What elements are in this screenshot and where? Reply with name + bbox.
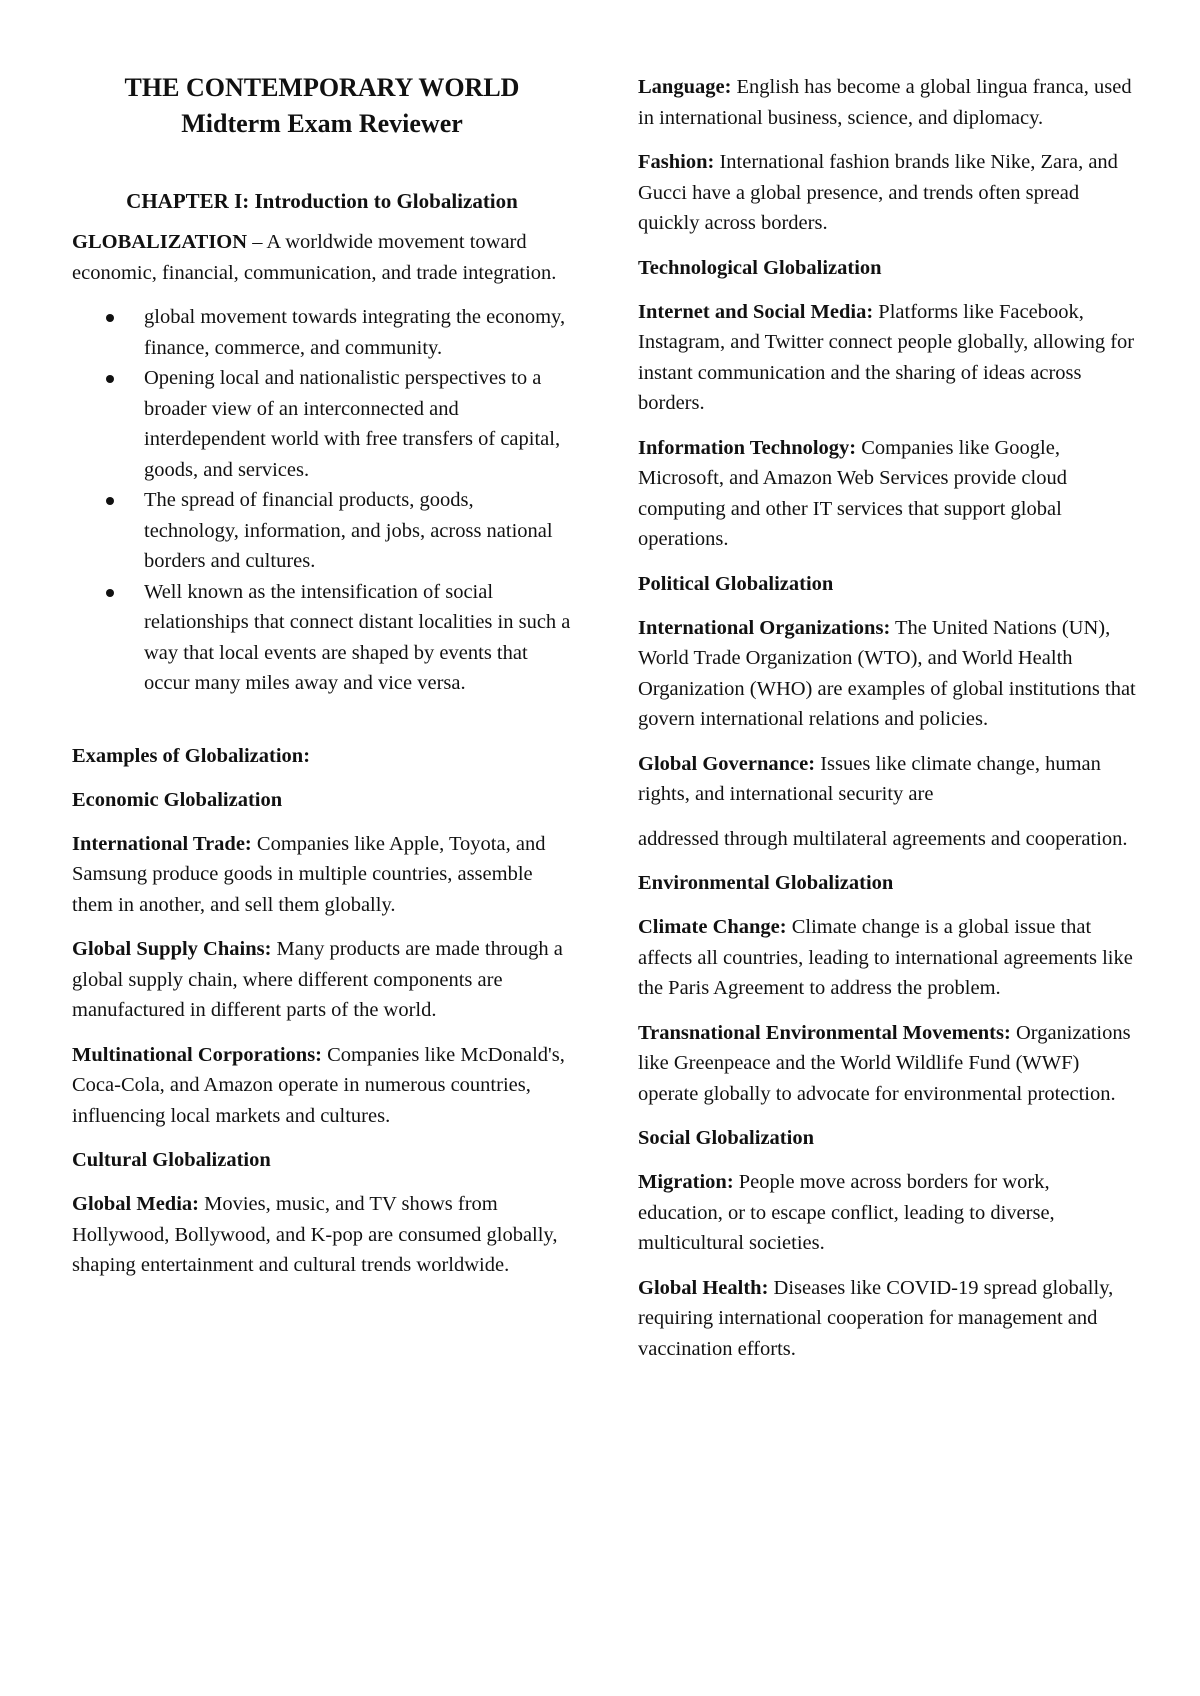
social-item: Global Health: Diseases like COVID-19 spread globally, requiring international cooperation for management and vaccination efforts. xyxy=(638,1276,1114,1360)
economic-item: Global Supply Chains: Many products are made through a global supply chain, where different components are manufactured in different parts of the world. xyxy=(72,938,563,1021)
definition-paragraph xyxy=(72,227,572,288)
political-heading: Political Globalization xyxy=(638,572,834,595)
examples-heading: Examples of Globalization: xyxy=(72,744,311,767)
definition-term: GLOBALIZATION xyxy=(72,231,248,253)
document-subtitle: Midterm Exam Reviewer xyxy=(181,109,463,138)
bullet-icon xyxy=(106,497,114,505)
definition-text: – A worldwide movement toward economic, financial, communication, and trade integration. xyxy=(72,231,557,284)
economic-item: International Trade: Companies like Apple, Toyota, and Samsung produce goods in multiple countries, assemble them in another, and sell them globally. xyxy=(72,832,546,916)
bullet-icon xyxy=(106,589,114,597)
cultural-item: Language: English has become a global lingua franca, used in international business, science, and diplomacy. xyxy=(638,76,1132,129)
bullet-item: global movement towards integrating the economy, finance, commerce, and community. xyxy=(144,302,572,363)
chapter-heading: CHAPTER I: Introduction to Globalization xyxy=(126,189,518,213)
economic-item: Multinational Corporations: Companies like McDonald's, Coca-Cola, and Amazon operate in numerous countries, influencing local markets and cultures. xyxy=(72,1043,565,1127)
economic-heading: Economic Globalization xyxy=(72,788,283,811)
social-item: Migration: People move across borders for work, education, or to escape conflict, leading to diverse, multicultural societies. xyxy=(638,1171,1055,1254)
political-item: International Organizations: The United Nations (UN), World Trade Organization (WTO), and World Health Organization (WHO) are examples of global institutions that govern international relations and policies. xyxy=(638,616,1136,730)
cultural-item: Global Media: Movies, music, and TV shows from Hollywood, Bollywood, and K-pop are consumed globally, shaping entertainment and cultural trends worldwide. xyxy=(72,1193,558,1276)
environmental-item: Climate Change: Climate change is a global issue that affects all countries, leading to international agreements like the Paris Agreement to address the problem. xyxy=(638,916,1133,999)
bullet-item: Well known as the intensification of social relationships that connect distant localities in such a way that local events are shaped by events that occur many miles away and vice versa. xyxy=(144,577,572,699)
environmental-heading: Environmental Globalization xyxy=(638,872,894,894)
bullet-icon xyxy=(106,375,114,383)
bullet-icon xyxy=(106,314,114,322)
political-item: Global Governance: Issues like climate change, human rights, and international security are xyxy=(638,752,1101,805)
technological-item: Information Technology: Companies like Google, Microsoft, and Amazon Web Services provide cloud computing and other IT services that support global operations. xyxy=(638,436,1067,550)
document-title: THE CONTEMPORARY WORLD xyxy=(124,73,520,102)
technological-item: Internet and Social Media: Platforms like Facebook, Instagram, and Twitter connect people globally, allowing for instant communication and the sharing of ideas across borders. xyxy=(638,300,1135,414)
bullet-item: The spread of financial products, goods, technology, information, and jobs, across national borders and cultures. xyxy=(144,485,572,577)
cultural-heading: Cultural Globalization xyxy=(72,1149,271,1171)
definition-bullet-list xyxy=(72,302,572,699)
cultural-item: Fashion: International fashion brands like Nike, Zara, and Gucci have a global presence, and trends often spread quickly across borders. xyxy=(638,151,1118,234)
political-continuation: addressed through multilateral agreements and cooperation. xyxy=(638,827,1128,850)
right-column xyxy=(638,72,1138,1378)
left-column xyxy=(72,70,572,1295)
social-heading: Social Globalization xyxy=(638,1127,814,1149)
technological-heading: Technological Globalization xyxy=(638,256,882,279)
environmental-item: Transnational Environmental Movements: Organizations like Greenpeace and the World Wildlife Fund (WWF) operate globally to advocate for environmental protection. xyxy=(638,1021,1131,1105)
bullet-item: Opening local and nationalistic perspectives to a broader view of an interconnected and interdependent world with free transfers of capital, goods, and services. xyxy=(144,363,572,485)
